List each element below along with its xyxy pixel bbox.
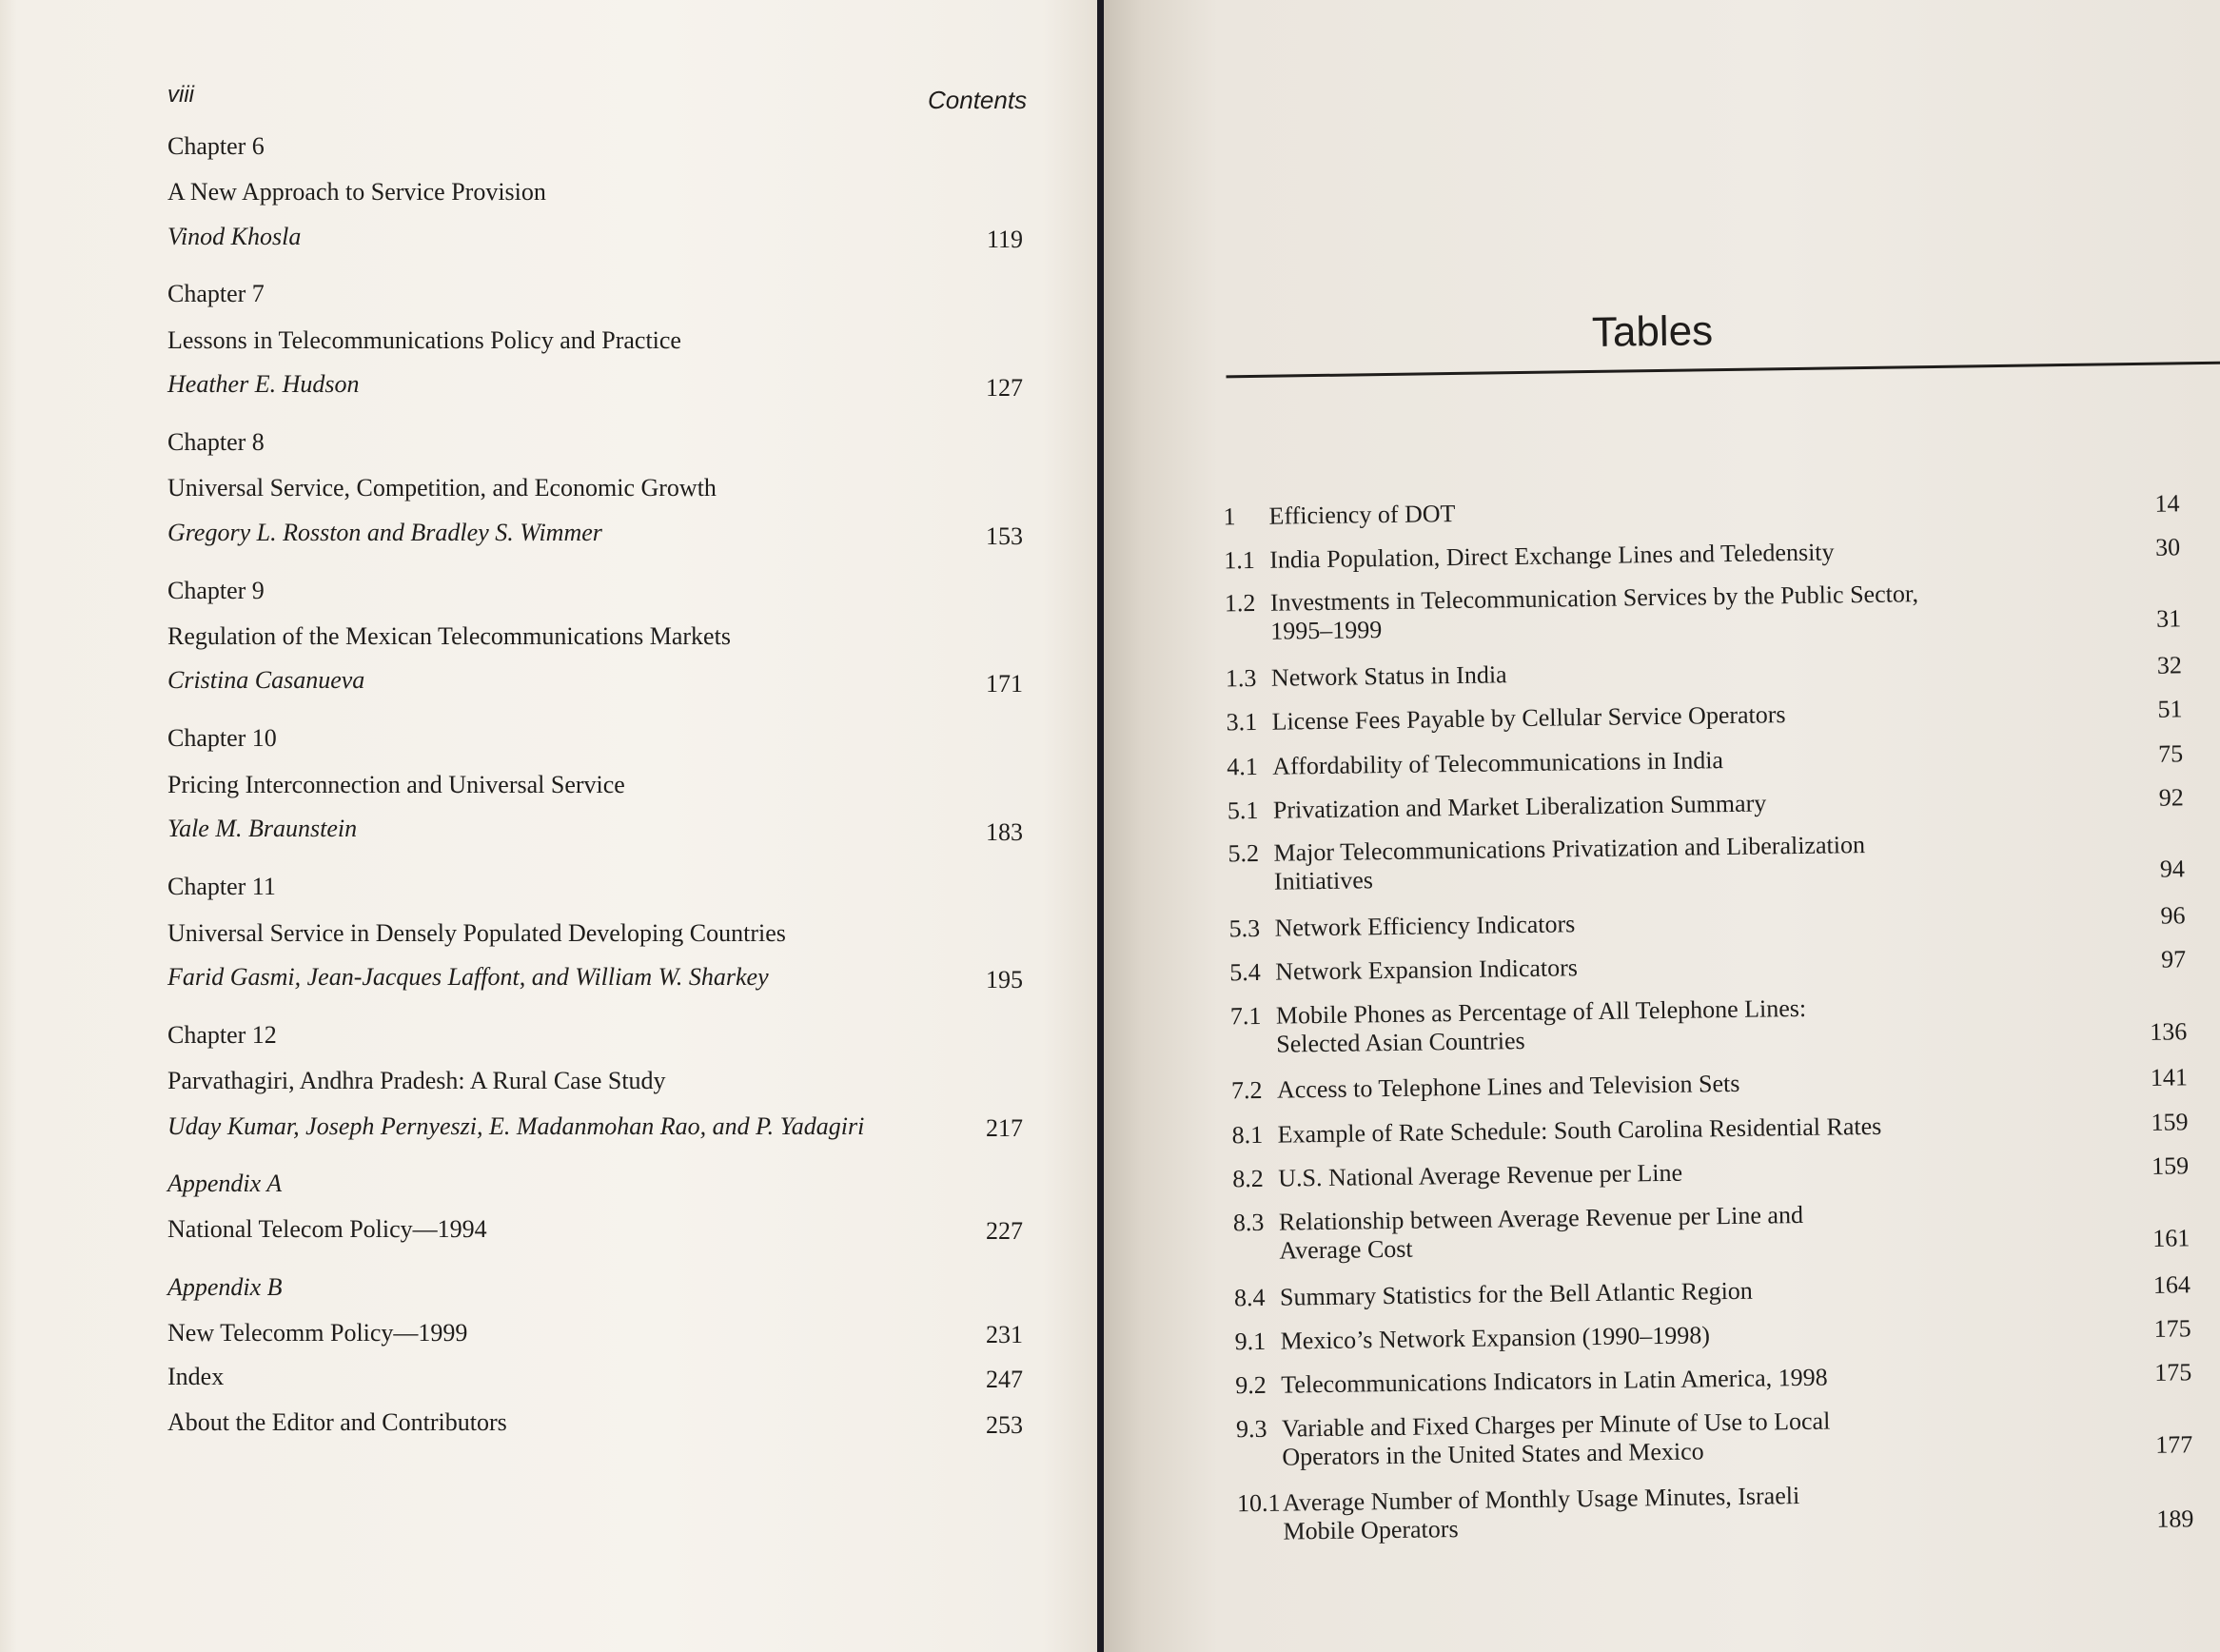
chapter-page: 127 <box>986 374 1023 402</box>
table-page: 94 <box>2159 855 2186 883</box>
chapter-page: 195 <box>986 966 1023 993</box>
table-page: 32 <box>2156 651 2183 679</box>
table-page: 51 <box>2157 695 2183 723</box>
table-title-line: Major Telecommunications Privatization and Liberalization <box>1273 831 1866 867</box>
appendix-a-label: Appendix A <box>167 1170 283 1197</box>
index-page: 247 <box>986 1366 1023 1393</box>
table-number: 7.1 <box>1229 1001 1262 1031</box>
chapter-title: Parvathagiri, Andhra Pradesh: A Rural Case Study <box>167 1067 666 1094</box>
table-page: 97 <box>2160 945 2187 974</box>
chapter-label: Chapter 7 <box>167 280 265 307</box>
table-number: 5.4 <box>1229 957 1261 987</box>
about-page: 253 <box>986 1411 1023 1439</box>
table-title-line: Relationship between Average Revenue per Line and <box>1278 1200 1804 1236</box>
table-page: 136 <box>2150 1017 2188 1046</box>
index-title: Index <box>167 1363 225 1390</box>
table-title-line: Operators in the United States and Mexico <box>1282 1437 1704 1471</box>
chapter-page: 153 <box>986 522 1023 550</box>
table-number: 8.4 <box>1233 1283 1266 1312</box>
table-page: 14 <box>2154 489 2180 518</box>
running-head: Contents <box>928 86 1028 114</box>
chapter-page: 217 <box>986 1114 1023 1142</box>
table-title-line: 1995–1999 <box>1270 616 1383 645</box>
chapter-page: 119 <box>986 226 1023 253</box>
chapter-author: Yale M. Braunstein <box>167 815 358 842</box>
table-number: 7.2 <box>1230 1075 1263 1105</box>
table-page: 30 <box>2154 533 2181 561</box>
table-number: 1.1 <box>1224 545 1255 575</box>
about-title: About the Editor and Contributors <box>167 1408 507 1436</box>
chapter-page: 171 <box>986 670 1023 698</box>
chapter-label: Chapter 9 <box>167 577 265 604</box>
table-number: 8.1 <box>1231 1120 1264 1150</box>
table-title-line: Telecommunications Indicators in Latin America, 1998 <box>1281 1363 1828 1399</box>
table-page: 175 <box>2154 1358 2192 1386</box>
chapter-label: Chapter 11 <box>167 873 276 900</box>
table-title-line: Variable and Fixed Charges per Minute of Use to Local <box>1281 1406 1831 1443</box>
appendix-b-label: Appendix B <box>167 1273 283 1301</box>
table-title-line: Access to Telephone Lines and Television Sets <box>1276 1069 1740 1104</box>
table-number: 1 <box>1223 502 1236 531</box>
table-title-line: Affordability of Telecommunications in India <box>1272 746 1724 780</box>
table-number: 1.2 <box>1224 588 1256 618</box>
table-page: 96 <box>2160 901 2186 930</box>
tables-heading: Tables <box>1591 307 1714 356</box>
table-number: 9.1 <box>1234 1327 1267 1356</box>
chapter-label: Chapter 8 <box>167 428 265 456</box>
table-title-line: Example of Rate Schedule: South Carolina Residential Rates <box>1277 1111 1882 1149</box>
table-title-line: Investments in Telecommunication Services by the Public Sector, <box>1269 580 1919 617</box>
table-page: 75 <box>2157 739 2184 768</box>
chapter-author: Vinod Khosla <box>167 223 302 250</box>
chapter-title: Universal Service, Competition, and Economic Growth <box>167 474 717 502</box>
chapter-author: Uday Kumar, Joseph Pernyeszi, E. Madanmohan Rao, and P. Yadagiri <box>167 1112 865 1140</box>
chapter-title: Regulation of the Mexican Telecommunications Markets <box>167 622 731 650</box>
chapter-label: Chapter 10 <box>167 724 277 752</box>
table-page: 175 <box>2153 1314 2191 1343</box>
appendix-a-title: National Telecom Policy—1994 <box>167 1215 487 1243</box>
chapter-label: Chapter 6 <box>167 132 265 160</box>
chapter-author: Cristina Casanueva <box>167 666 365 694</box>
chapter-title: Universal Service in Densely Populated Developing Countries <box>167 919 786 947</box>
chapter-title: Pricing Interconnection and Universal Service <box>167 771 625 798</box>
table-number: 8.2 <box>1232 1164 1264 1193</box>
table-title-line: Initiatives <box>1273 866 1374 895</box>
table-number: 5.3 <box>1228 914 1261 943</box>
table-title-line: Mobile Operators <box>1283 1515 1459 1545</box>
table-page: 161 <box>2152 1224 2191 1252</box>
left-page <box>0 0 1097 1652</box>
table-number: 4.1 <box>1227 752 1258 781</box>
table-page: 159 <box>2151 1108 2189 1136</box>
table-title-line: Mobile Phones as Percentage of All Telephone Lines: <box>1275 993 1807 1030</box>
table-title-line: Mexico’s Network Expansion (1990–1998) <box>1280 1321 1711 1355</box>
chapter-author: Gregory L. Rosston and Bradley S. Wimmer <box>167 519 602 546</box>
right-page <box>1104 0 2220 1652</box>
table-page: 159 <box>2151 1151 2190 1180</box>
table-title-line: Summary Statistics for the Bell Atlantic Region <box>1279 1276 1754 1311</box>
table-number: 9.3 <box>1235 1414 1267 1444</box>
folio: viii <box>167 82 194 108</box>
table-title-line: Network Status in India <box>1270 660 1507 692</box>
table-title-line: Average Number of Monthly Usage Minutes, Israeli <box>1282 1482 1800 1517</box>
chapter-author: Heather E. Hudson <box>167 370 360 398</box>
table-page: 177 <box>2155 1430 2193 1459</box>
appendix-b-page: 231 <box>986 1321 1023 1348</box>
chapter-title: A New Approach to Service Provision <box>167 178 546 206</box>
chapter-page: 183 <box>986 818 1023 846</box>
table-title-line: India Population, Direct Exchange Lines and Teledensity <box>1269 538 1835 574</box>
table-title-line: Network Expansion Indicators <box>1275 954 1579 986</box>
table-page: 164 <box>2152 1270 2191 1299</box>
tables-page-content <box>1104 0 2220 1652</box>
table-page: 92 <box>2158 783 2184 812</box>
table-page: 189 <box>2156 1504 2194 1533</box>
table-title-line: Privatization and Market Liberalization Summary <box>1272 789 1767 824</box>
table-title-line: Average Cost <box>1279 1234 1413 1265</box>
table-number: 10.1 <box>1236 1488 1281 1518</box>
appendix-b-title: New Telecomm Policy—1999 <box>167 1319 468 1347</box>
table-number: 5.2 <box>1228 838 1260 868</box>
table-number: 1.3 <box>1225 663 1257 693</box>
table-number: 3.1 <box>1226 707 1258 737</box>
heading-rule <box>1226 362 2220 379</box>
table-title-line: Efficiency of DOT <box>1268 499 1456 530</box>
table-number: 8.3 <box>1232 1208 1265 1237</box>
table-title-line: U.S. National Average Revenue per Line <box>1278 1158 1683 1192</box>
table-page: 31 <box>2155 604 2182 633</box>
table-title-line: Network Efficiency Indicators <box>1274 910 1576 942</box>
table-page: 141 <box>2150 1063 2189 1092</box>
table-number: 9.2 <box>1235 1370 1267 1400</box>
chapter-label: Chapter 12 <box>167 1021 277 1049</box>
appendix-a-page: 227 <box>986 1217 1023 1245</box>
chapter-author: Farid Gasmi, Jean-Jacques Laffont, and William W. Sharkey <box>167 963 769 991</box>
table-title-line: License Fees Payable by Cellular Service Operators <box>1271 700 1786 736</box>
chapter-title: Lessons in Telecommunications Policy and Practice <box>167 326 681 354</box>
table-title-line: Selected Asian Countries <box>1276 1027 1525 1058</box>
table-number: 5.1 <box>1227 796 1259 825</box>
